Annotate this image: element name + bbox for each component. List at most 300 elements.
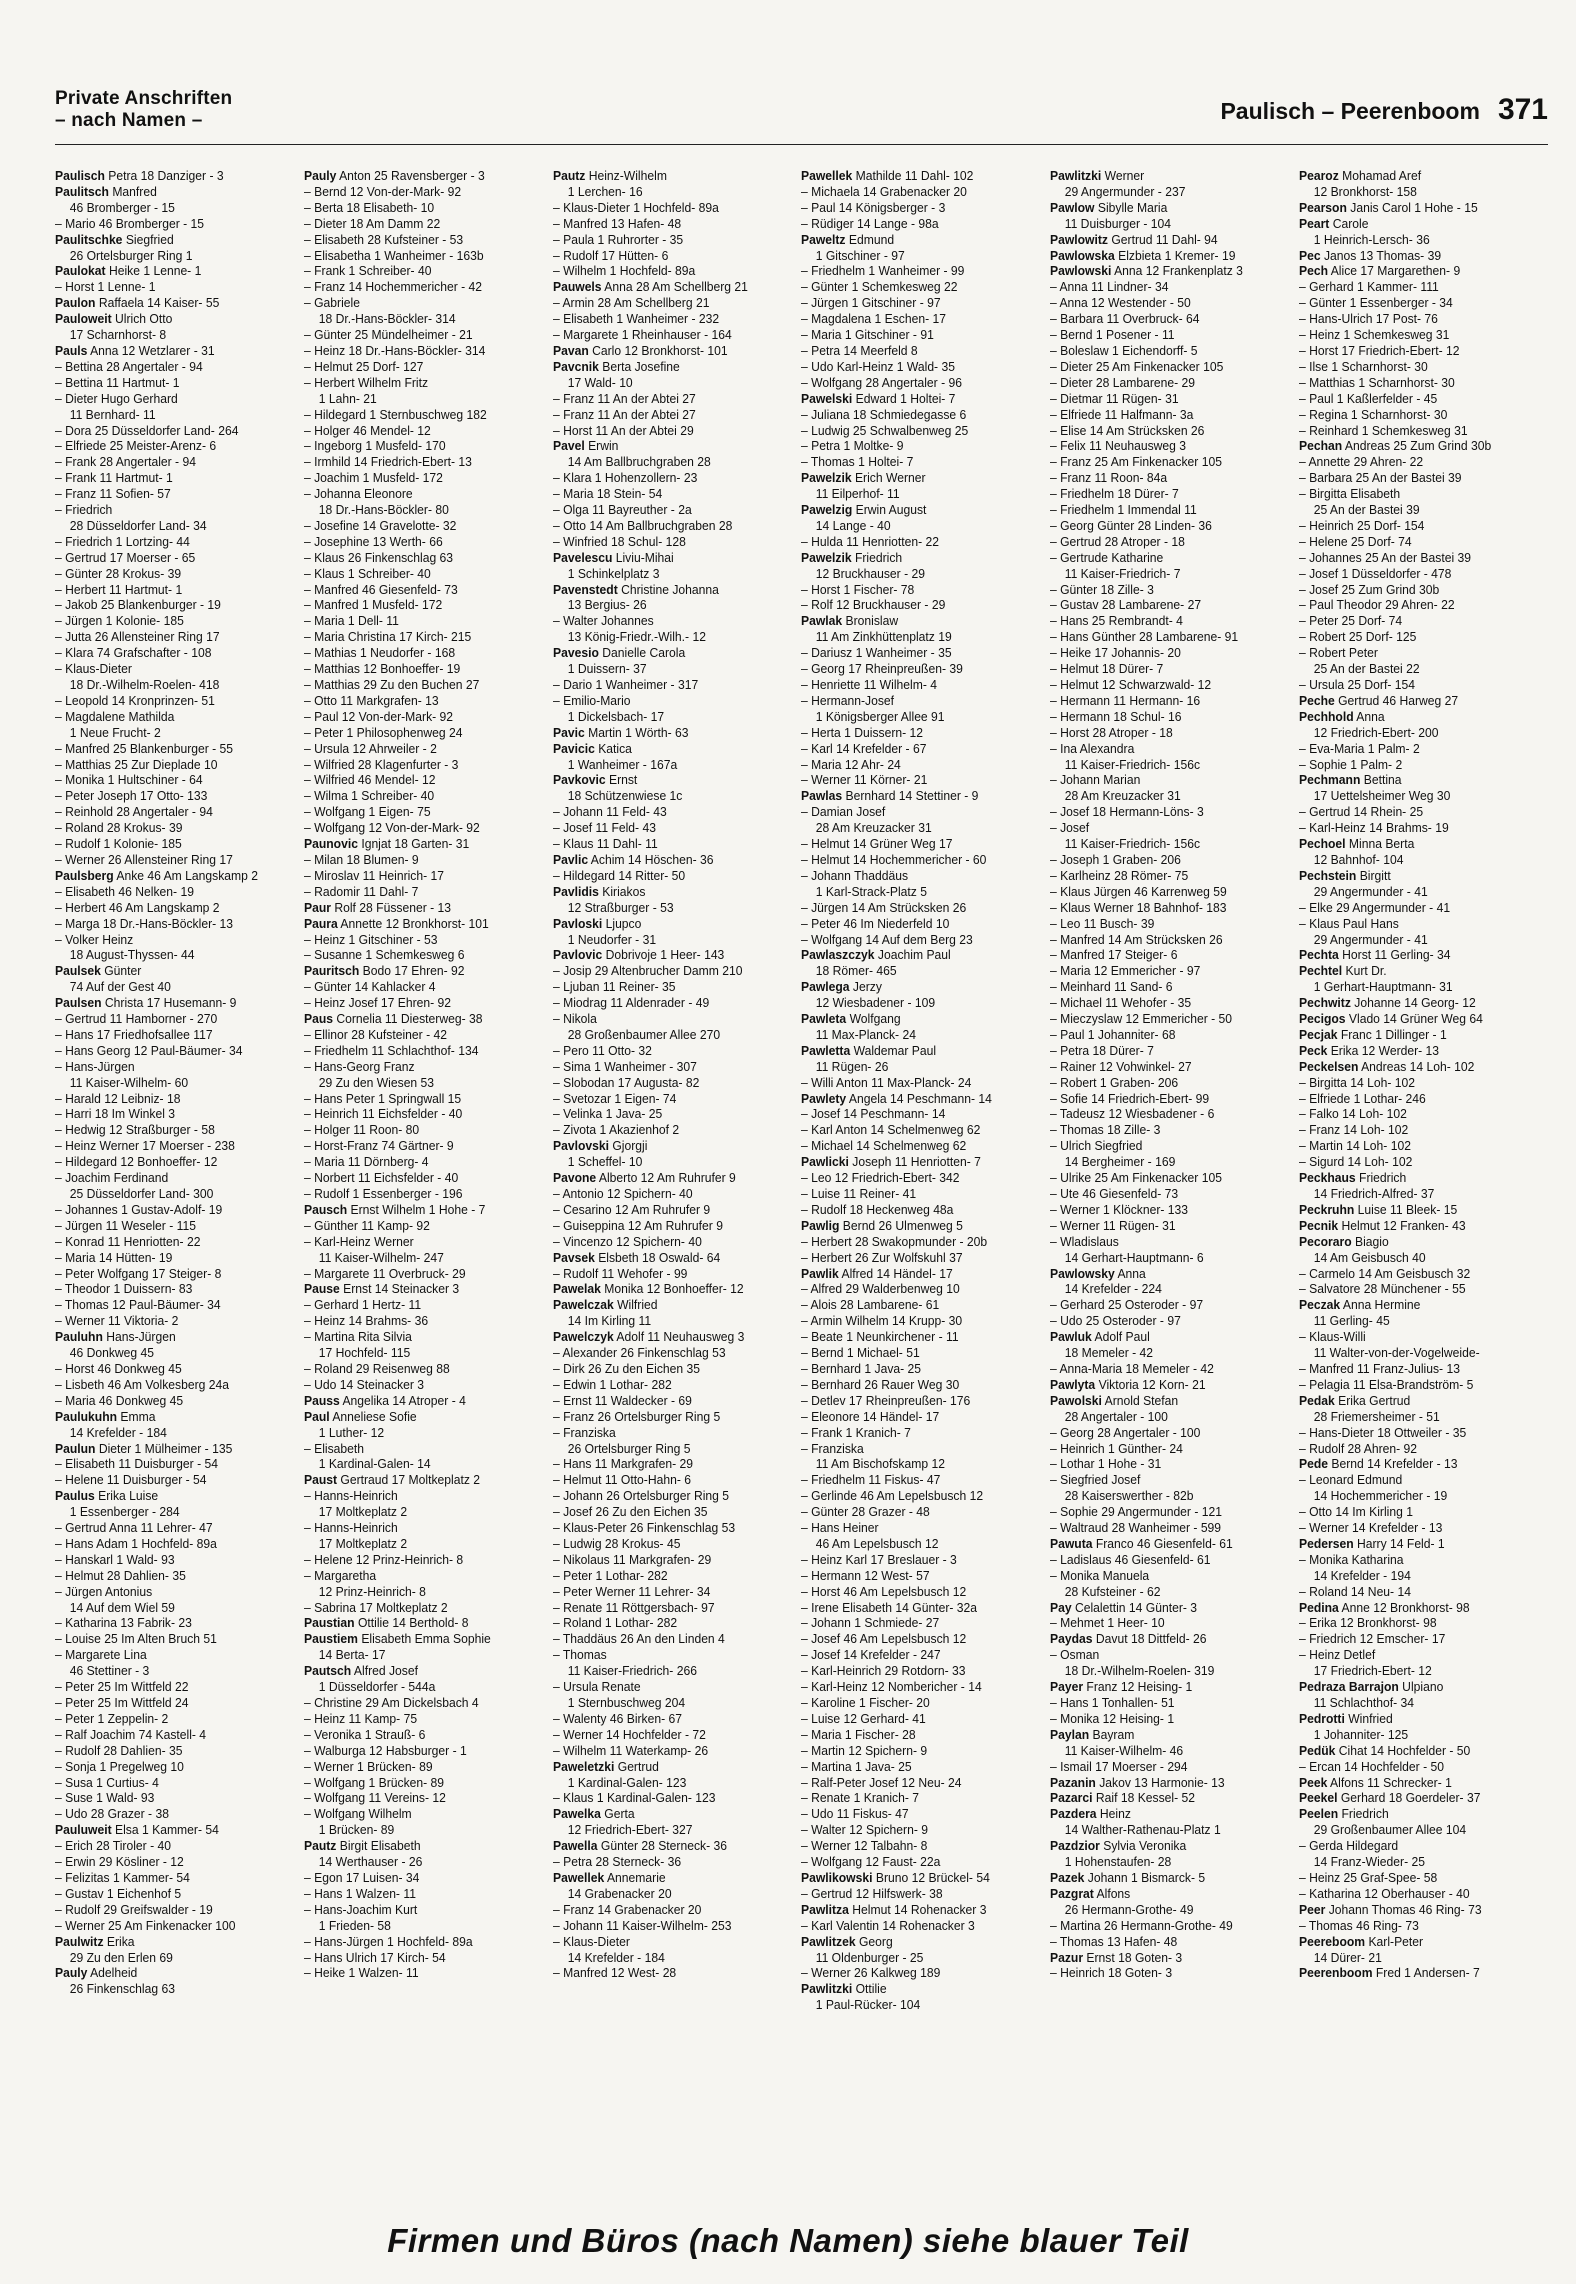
directory-entry bbox=[801, 1854, 1024, 1870]
entry-details: 28 Kaiserswerther - 82b bbox=[1064, 1488, 1194, 1504]
entry-details: – Manfred 14 Am Strücksken 26 bbox=[1050, 931, 1223, 947]
directory-entry bbox=[1299, 391, 1522, 407]
directory-entry bbox=[55, 1059, 278, 1075]
surname: Pech bbox=[1298, 263, 1328, 279]
entry-details: Jakov 13 Harmonie- 13 bbox=[1096, 1774, 1225, 1790]
entry-details: Erich Werner bbox=[851, 470, 926, 486]
entry-details: – Mehmet 1 Heer- 10 bbox=[1050, 1615, 1165, 1631]
directory-entry bbox=[1299, 232, 1522, 248]
directory-entry bbox=[1299, 820, 1522, 836]
entry-details: – Ellinor 28 Kufsteiner - 42 bbox=[303, 1026, 447, 1042]
entry-details: – Hans Peter 1 Springwall 15 bbox=[303, 1090, 461, 1106]
entry-details: – Josef 46 Am Lepelsbusch 12 bbox=[801, 1631, 967, 1647]
entry-details: Monika 12 Bonhoeffer- 12 bbox=[600, 1281, 744, 1297]
entry-details: Fred 1 Andersen- 7 bbox=[1372, 1965, 1480, 1981]
directory-entry bbox=[304, 1091, 527, 1107]
directory-entry bbox=[304, 661, 527, 677]
entry-details: – Franz 11 An der Abtei 27 bbox=[552, 406, 696, 422]
entry-details: – Johann 26 Ortelsburger Ring 5 bbox=[552, 1488, 729, 1504]
entry-details: Angela 14 Peschmann- 14 bbox=[846, 1090, 993, 1106]
entry-details: – Klaus Werner 18 Bahnhof- 183 bbox=[1050, 899, 1227, 915]
directory-entry bbox=[304, 470, 527, 486]
directory-entry bbox=[55, 852, 278, 868]
directory-entry bbox=[1299, 1679, 1522, 1695]
entry-details: – Monika Manuela bbox=[1050, 1567, 1150, 1583]
page-header-right bbox=[1220, 95, 1548, 126]
entry-details: – Hermann-Josef bbox=[801, 692, 895, 708]
directory-entry bbox=[553, 1059, 776, 1075]
entry-details: – Wilfried 46 Mendel- 12 bbox=[303, 772, 436, 788]
entry-details: Alfred Josef bbox=[351, 1663, 418, 1679]
directory-entry bbox=[304, 916, 527, 932]
directory-entry bbox=[553, 1441, 776, 1457]
entry-details: Gerta bbox=[600, 1806, 635, 1822]
entry-details: – Robert 25 Dorf- 125 bbox=[1298, 629, 1417, 645]
directory-entry bbox=[1050, 1170, 1273, 1186]
entry-details: – Matthias 25 Zur Dieplade 10 bbox=[55, 756, 218, 772]
surname: Peelen bbox=[1298, 1806, 1339, 1822]
directory-entry bbox=[801, 1504, 1024, 1520]
directory-entry bbox=[801, 1154, 1024, 1170]
directory-entry bbox=[1050, 1250, 1273, 1266]
directory-entry bbox=[553, 1743, 776, 1759]
entry-details: – Heinrich 25 Dorf- 154 bbox=[1298, 517, 1425, 533]
surname: Paweltz bbox=[801, 231, 846, 247]
directory-entry bbox=[55, 232, 278, 248]
entry-details: – Olga 11 Bayreuther - 2a bbox=[552, 502, 692, 518]
directory-entry bbox=[55, 1027, 278, 1043]
directory-entry bbox=[801, 1886, 1024, 1902]
directory-entry bbox=[1299, 1250, 1522, 1266]
entry-details: – Werner 14 Krefelder - 13 bbox=[1298, 1520, 1443, 1536]
entry-details: Birgitt bbox=[1356, 867, 1391, 883]
directory-entry bbox=[801, 1011, 1024, 1027]
directory-entry bbox=[304, 1345, 527, 1361]
directory-entry bbox=[553, 1154, 776, 1170]
entry-details: – Manfred 12 West- 28 bbox=[552, 1965, 676, 1981]
directory-entry bbox=[304, 327, 527, 343]
directory-entry bbox=[1050, 1488, 1273, 1504]
directory-entry bbox=[1299, 1059, 1522, 1075]
entry-details: – Jürgen 14 Am Strücksken 26 bbox=[801, 899, 967, 915]
entry-details: 18 Dr.-Wilhelm-Roelen- 319 bbox=[1064, 1663, 1215, 1679]
directory-entry bbox=[1299, 916, 1522, 932]
directory-entry bbox=[553, 1727, 776, 1743]
entry-details: – Johann 1 Schmiede- 27 bbox=[801, 1615, 940, 1631]
entry-details: – Monika 12 Heising- 1 bbox=[1050, 1710, 1175, 1726]
directory-entry bbox=[801, 1997, 1024, 2013]
directory-entry bbox=[801, 279, 1024, 295]
entry-details: – Renate 1 Kranich- 7 bbox=[801, 1790, 920, 1806]
entry-details: – Svetozar 1 Eigen- 74 bbox=[552, 1090, 677, 1106]
directory-entry bbox=[553, 518, 776, 534]
surname: Peche bbox=[1298, 692, 1335, 708]
directory-entry bbox=[1050, 1695, 1273, 1711]
directory-entry bbox=[1050, 1568, 1273, 1584]
entry-details: Kiriakos bbox=[598, 883, 645, 899]
entry-details: 17 Uettelsheimer Weg 30 bbox=[1313, 788, 1451, 804]
entry-details: – Bettina 28 Angertaler - 94 bbox=[55, 358, 203, 374]
directory-entry bbox=[553, 279, 776, 295]
entry-details: 12 Friedrich-Ebert- 327 bbox=[567, 1822, 693, 1838]
entry-details: – Gerhard 1 Hertz- 11 bbox=[303, 1297, 421, 1313]
directory-entry bbox=[55, 1870, 278, 1886]
surname: Pedak bbox=[1298, 1392, 1335, 1408]
directory-entry bbox=[553, 693, 776, 709]
directory-entry bbox=[1299, 963, 1522, 979]
directory-entry bbox=[1299, 1631, 1522, 1647]
directory-entry bbox=[801, 263, 1024, 279]
entry-details: 11 Am Zinkhüttenplatz 19 bbox=[816, 629, 953, 645]
entry-details: – Franz 14 Grabenacker 20 bbox=[552, 1901, 701, 1917]
entry-details: 11 Schlachthof- 34 bbox=[1313, 1695, 1414, 1710]
directory-entry bbox=[553, 502, 776, 518]
entry-details: – Hans-Jürgen bbox=[55, 1058, 135, 1074]
directory-entry bbox=[1050, 725, 1273, 741]
directory-entry bbox=[1299, 709, 1522, 725]
directory-entry bbox=[801, 1918, 1024, 1934]
entry-details: Franc 1 Dillinger - 1 bbox=[1337, 1026, 1447, 1042]
surname: Pawellek bbox=[801, 168, 853, 183]
directory-entry bbox=[553, 1870, 776, 1886]
directory-entry bbox=[801, 1568, 1024, 1584]
directory-entry bbox=[1050, 1059, 1273, 1075]
directory-entry bbox=[1299, 502, 1522, 518]
directory-entry bbox=[1050, 311, 1273, 327]
entry-details: – Carmelo 14 Am Geisbusch 32 bbox=[1298, 1265, 1471, 1281]
directory-entry bbox=[1299, 1361, 1522, 1377]
entry-details: – Nikola bbox=[552, 1011, 597, 1027]
directory-entry bbox=[801, 709, 1024, 725]
directory-entry bbox=[1299, 423, 1522, 439]
entry-details: – Bettina 11 Hartmut- 1 bbox=[55, 374, 180, 390]
surname: Pawlaszczyk bbox=[801, 947, 875, 963]
directory-entry bbox=[553, 772, 776, 788]
directory-entry bbox=[1299, 1600, 1522, 1616]
directory-entry bbox=[55, 757, 278, 773]
surname: Pechstein bbox=[1298, 867, 1357, 883]
directory-entry bbox=[1299, 772, 1522, 788]
entry-details: Gertraud 17 Moltkeplatz 2 bbox=[336, 1472, 480, 1488]
entry-details: – Friedhelm 1 Wanheimer - 99 bbox=[801, 263, 965, 279]
directory-entry bbox=[553, 1488, 776, 1504]
directory-entry bbox=[553, 550, 776, 566]
entry-details: Hans-Jürgen bbox=[102, 1329, 176, 1345]
entry-details: – Günter 25 Mündelheimer - 21 bbox=[303, 327, 473, 343]
entry-details: – Otto 11 Markgrafen- 13 bbox=[303, 692, 439, 708]
directory-entry bbox=[801, 693, 1024, 709]
directory-entry bbox=[304, 645, 527, 661]
directory-entry bbox=[553, 1790, 776, 1806]
entry-details: – Ludwig 28 Krokus- 45 bbox=[552, 1535, 681, 1551]
entry-details: – Lothar 1 Hohe - 31 bbox=[1050, 1456, 1162, 1472]
entry-details: – Mieczyslaw 12 Emmericher - 50 bbox=[1050, 1011, 1233, 1027]
entry-details: 11 Kaiser-Wilhelm- 247 bbox=[318, 1249, 444, 1265]
directory-entry bbox=[801, 1981, 1024, 1997]
directory-entry bbox=[304, 391, 527, 407]
entry-details: – Dora 25 Düsseldorfer Land- 264 bbox=[55, 422, 239, 438]
entry-details: – Miodrag 11 Aldenrader - 49 bbox=[552, 995, 709, 1011]
entry-details: – Friedhelm 1 Immendal 11 bbox=[1050, 502, 1197, 518]
entry-details: – Radomir 11 Dahl- 7 bbox=[303, 883, 419, 899]
directory-entry bbox=[1050, 1743, 1273, 1759]
surname: Paulus bbox=[55, 1488, 95, 1504]
entry-details: – Georg 28 Angertaler - 100 bbox=[1050, 1424, 1201, 1440]
entry-details: – Wolfgang 12 Von-der-Mark- 92 bbox=[303, 820, 480, 836]
entry-details: – Dario 1 Wanheimer - 317 bbox=[552, 677, 698, 692]
surname: Pavcnik bbox=[552, 358, 599, 374]
directory-entry bbox=[801, 1695, 1024, 1711]
directory-entry bbox=[1050, 1631, 1273, 1647]
entry-details: – Johann 11 Feld- 43 bbox=[552, 804, 667, 820]
entry-details: – Ladislaus 46 Giesenfeld- 61 bbox=[1050, 1551, 1211, 1567]
surname: Pawlowsky bbox=[1050, 1265, 1115, 1281]
surname: Peczak bbox=[1298, 1297, 1341, 1313]
entry-details: – Otto 14 Im Kirling 1 bbox=[1298, 1504, 1413, 1520]
directory-entry bbox=[1299, 1043, 1522, 1059]
entry-details: 29 Zu den Erlen 69 bbox=[69, 1949, 173, 1965]
directory-entry bbox=[1299, 1297, 1522, 1313]
directory-columns bbox=[55, 168, 1548, 2198]
surname: Paulsen bbox=[55, 995, 102, 1011]
directory-entry bbox=[801, 757, 1024, 773]
entry-details: – Frank 1 Schreiber- 40 bbox=[303, 263, 432, 279]
entry-details: – Rudolf 1 Kolonie- 185 bbox=[55, 836, 182, 852]
directory-entry bbox=[801, 1584, 1024, 1600]
entry-details: Minna Berta bbox=[1345, 836, 1415, 852]
entry-details: – Felizitas 1 Kammer- 54 bbox=[55, 1869, 190, 1885]
entry-details: – Werner 14 Hochfelder - 72 bbox=[552, 1726, 706, 1742]
entry-details: Erika Gertrud bbox=[1334, 1392, 1411, 1408]
entry-details: 14 Am Ballbruchgraben 28 bbox=[567, 454, 711, 470]
directory-entry bbox=[801, 916, 1024, 932]
directory-entry bbox=[1050, 534, 1273, 550]
entry-details: – Werner 1 Klöckner- 133 bbox=[1050, 1201, 1189, 1217]
directory-entry bbox=[1050, 979, 1273, 995]
directory-entry bbox=[801, 1425, 1024, 1441]
entry-details: 46 Am Lepelsbusch 12 bbox=[816, 1535, 939, 1551]
directory-entry bbox=[553, 582, 776, 598]
directory-entry bbox=[55, 1981, 278, 1997]
entry-details: – Cesarino 12 Am Ruhrufer 9 bbox=[552, 1201, 710, 1217]
entry-details: 46 Donkweg 45 bbox=[69, 1345, 155, 1361]
directory-entry bbox=[55, 1393, 278, 1409]
directory-entry bbox=[1299, 566, 1522, 582]
directory-entry bbox=[55, 963, 278, 979]
surname: Pauritsch bbox=[303, 963, 360, 979]
entry-details: – Walburga 12 Habsburger - 1 bbox=[303, 1742, 467, 1758]
directory-entry bbox=[55, 1854, 278, 1870]
entry-details: – Gertrud 11 Hamborner - 270 bbox=[55, 1011, 218, 1027]
directory-entry bbox=[304, 804, 527, 820]
surname: Pawletta bbox=[801, 1042, 851, 1058]
entry-details: – Friedrich bbox=[55, 502, 113, 518]
directory-entry bbox=[1299, 1965, 1522, 1981]
directory-entry bbox=[553, 852, 776, 868]
directory-entry bbox=[801, 1806, 1024, 1822]
directory-entry bbox=[1050, 486, 1273, 502]
directory-entry bbox=[801, 1186, 1024, 1202]
entry-details: 18 August-Thyssen- 44 bbox=[69, 947, 195, 963]
entry-details: Vlado 14 Grüner Weg 64 bbox=[1345, 1011, 1483, 1027]
entry-details: Alice 17 Margarethen- 9 bbox=[1327, 263, 1461, 279]
entry-details: – Katharina 13 Fabrik- 23 bbox=[55, 1615, 192, 1631]
entry-details: – Maria 1 Dell- 11 bbox=[303, 613, 399, 629]
entry-details: 14 Werthauser - 26 bbox=[318, 1854, 423, 1870]
directory-entry bbox=[304, 279, 527, 295]
entry-details: – Klara 1 Hohenzollern- 23 bbox=[552, 470, 697, 486]
directory-entry bbox=[1050, 1759, 1273, 1775]
entry-details: Heinz-Wilhelm bbox=[584, 168, 667, 183]
directory-entry bbox=[553, 359, 776, 375]
directory-entry bbox=[304, 932, 527, 948]
directory-entry bbox=[1050, 1281, 1273, 1297]
surname: Pavenstedt bbox=[552, 581, 618, 597]
entry-details: – Herta 1 Duissern- 12 bbox=[801, 724, 924, 740]
entry-details: 28 Kufsteiner - 62 bbox=[1064, 1583, 1161, 1599]
surname: Pawlitzki bbox=[1050, 168, 1102, 183]
entry-details: – Klaus-Peter 26 Finkenschlag 53 bbox=[552, 1520, 735, 1536]
directory-entry bbox=[1299, 1409, 1522, 1425]
directory-entry bbox=[1050, 741, 1273, 757]
entry-details: – Gertrud Anna 11 Lehrer- 47 bbox=[55, 1520, 213, 1536]
entry-details: – Wolfgang 14 Auf dem Berg 23 bbox=[801, 931, 974, 947]
directory-entry bbox=[801, 1679, 1024, 1695]
entry-details: – Helene 12 Prinz-Heinrich- 8 bbox=[303, 1551, 463, 1567]
directory-entry bbox=[55, 1297, 278, 1313]
entry-details: Edmund bbox=[845, 231, 895, 247]
entry-details: 26 Ortelsburger Ring 5 bbox=[567, 1440, 691, 1456]
entry-details: Ulrich Otto bbox=[111, 311, 173, 327]
surname: Pazanin bbox=[1050, 1774, 1097, 1790]
directory-entry bbox=[553, 1695, 776, 1711]
directory-entry bbox=[55, 279, 278, 295]
surname: Paylan bbox=[1050, 1726, 1090, 1742]
surname: Pavesio bbox=[552, 645, 599, 661]
entry-details: – Wilhelm 11 Waterkamp- 26 bbox=[552, 1742, 708, 1758]
entry-details: – Ludwig 25 Schwalbenweg 25 bbox=[801, 422, 969, 438]
directory-entry bbox=[1050, 232, 1273, 248]
surname: Pauluhn bbox=[55, 1329, 103, 1345]
directory-entry bbox=[304, 884, 527, 900]
entry-details: – Gerhard 25 Osteroder - 97 bbox=[1050, 1297, 1204, 1313]
directory-entry bbox=[1050, 1456, 1273, 1472]
entry-details: Bodo 17 Ehren- 92 bbox=[359, 963, 465, 979]
entry-details: 1 Kardinal-Galen- 123 bbox=[567, 1774, 687, 1790]
entry-details: – Marga 18 Dr.-Hans-Böckler- 13 bbox=[55, 915, 234, 931]
entry-details: – Petra 1 Moltke- 9 bbox=[801, 438, 904, 454]
directory-entry bbox=[1050, 947, 1273, 963]
directory-entry bbox=[304, 852, 527, 868]
entry-details: – Werner 1 Brücken- 89 bbox=[303, 1758, 433, 1774]
entry-details: Bettina bbox=[1360, 772, 1402, 788]
entry-details: 1 Dickelsbach- 17 bbox=[567, 708, 664, 724]
directory-entry bbox=[553, 454, 776, 470]
entry-details: – Heinrich 11 Eichsfelder - 40 bbox=[303, 1106, 463, 1122]
entry-details: – Erich 28 Tiroler - 40 bbox=[55, 1838, 171, 1854]
entry-details: – Klaus 1 Kardinal-Galen- 123 bbox=[552, 1790, 716, 1806]
entry-details: Raif 18 Kessel- 52 bbox=[1092, 1790, 1196, 1806]
entry-details: Friedrich bbox=[851, 549, 903, 565]
entry-details: – Werner 11 Viktoria- 2 bbox=[55, 1313, 179, 1329]
entry-details: – Paul 1 Kaßlerfelder - 45 bbox=[1298, 390, 1438, 406]
entry-details: Emma bbox=[117, 1408, 156, 1424]
entry-details: – Johann Marian bbox=[1050, 772, 1141, 788]
entry-details: – Udo 28 Grazer - 38 bbox=[55, 1806, 169, 1822]
directory-entry bbox=[304, 741, 527, 757]
surname: Pawella bbox=[552, 1838, 598, 1854]
surname: Paust bbox=[303, 1472, 337, 1488]
directory-entry bbox=[1299, 438, 1522, 454]
directory-entry bbox=[1299, 1218, 1522, 1234]
entry-details: – Ulrike 25 Am Finkenacker 105 bbox=[1050, 1170, 1223, 1186]
entry-details: – Klaus-Dieter 1 Hochfeld- 89a bbox=[552, 199, 719, 215]
directory-entry bbox=[55, 725, 278, 741]
entry-details: – Mathias 1 Neudorfer - 168 bbox=[303, 645, 455, 661]
entry-details: – Petra 14 Meerfeld 8 bbox=[801, 342, 919, 358]
directory-entry bbox=[304, 1059, 527, 1075]
entry-details: Annette 12 Bronkhorst- 101 bbox=[337, 915, 489, 931]
entry-details: – Walter Johannes bbox=[552, 613, 654, 629]
entry-details: – Hans-Ulrich 17 Post- 76 bbox=[1298, 311, 1438, 327]
entry-details: – Velinka 1 Java- 25 bbox=[552, 1106, 662, 1122]
entry-details: – Holger 11 Roon- 80 bbox=[303, 1122, 419, 1138]
directory-entry bbox=[55, 1377, 278, 1393]
entry-details: – Birgitta 14 Loh- 102 bbox=[1298, 1074, 1416, 1090]
directory-entry bbox=[553, 1902, 776, 1918]
entry-details: Erika 12 Werder- 13 bbox=[1327, 1042, 1440, 1058]
directory-entry bbox=[55, 263, 278, 279]
entry-details: – Udo 25 Osteroder - 97 bbox=[1050, 1313, 1182, 1329]
directory-entry bbox=[55, 1902, 278, 1918]
entry-details: Anna 12 Frankenplatz 3 bbox=[1111, 263, 1244, 279]
surname: Pautsch bbox=[303, 1663, 352, 1679]
entry-details: 11 Kaiser-Friedrich- 156c bbox=[1064, 836, 1201, 852]
entry-details: – Joachim 1 Musfeld- 172 bbox=[303, 470, 443, 486]
directory-entry bbox=[553, 1027, 776, 1043]
directory-entry bbox=[304, 1695, 527, 1711]
entry-details: Mathilde 11 Dahl- 102 bbox=[852, 168, 974, 183]
entry-details: Bernd 14 Krefelder - 13 bbox=[1327, 1456, 1458, 1472]
directory-entry bbox=[801, 884, 1024, 900]
directory-entry bbox=[1050, 1377, 1273, 1393]
directory-entry bbox=[801, 470, 1024, 486]
surname: Pavlidis bbox=[552, 883, 599, 899]
entry-details: Cornelia 11 Diesterweg- 38 bbox=[332, 1011, 483, 1027]
directory-entry bbox=[304, 534, 527, 550]
entry-details: – Ursula 25 Dorf- 154 bbox=[1298, 677, 1415, 692]
directory-entry bbox=[304, 1186, 527, 1202]
directory-entry bbox=[1050, 248, 1273, 264]
entry-details: – Hildegard 12 Bonhoeffer- 12 bbox=[55, 1154, 218, 1170]
entry-details: – Thomas 46 Ring- 73 bbox=[1298, 1917, 1419, 1933]
directory-entry bbox=[1299, 852, 1522, 868]
entry-details: Franz 12 Heising- 1 bbox=[1083, 1679, 1193, 1695]
entry-details: – Wolfgang 11 Vereins- 12 bbox=[303, 1790, 446, 1806]
directory-entry bbox=[553, 1138, 776, 1154]
entry-details: – Manfred 1 Musfeld- 172 bbox=[303, 597, 443, 613]
directory-entry bbox=[1050, 582, 1273, 598]
directory-entry bbox=[55, 693, 278, 709]
entry-details: – Thomas 12 Paul-Bäumer- 34 bbox=[55, 1297, 221, 1313]
directory-entry bbox=[1299, 343, 1522, 359]
entry-details: 14 Lange - 40 bbox=[816, 517, 892, 533]
directory-entry bbox=[801, 1902, 1024, 1918]
surname: Payer bbox=[1050, 1679, 1084, 1695]
directory-entry bbox=[304, 407, 527, 423]
directory-entry bbox=[553, 343, 776, 359]
directory-entry bbox=[801, 661, 1024, 677]
